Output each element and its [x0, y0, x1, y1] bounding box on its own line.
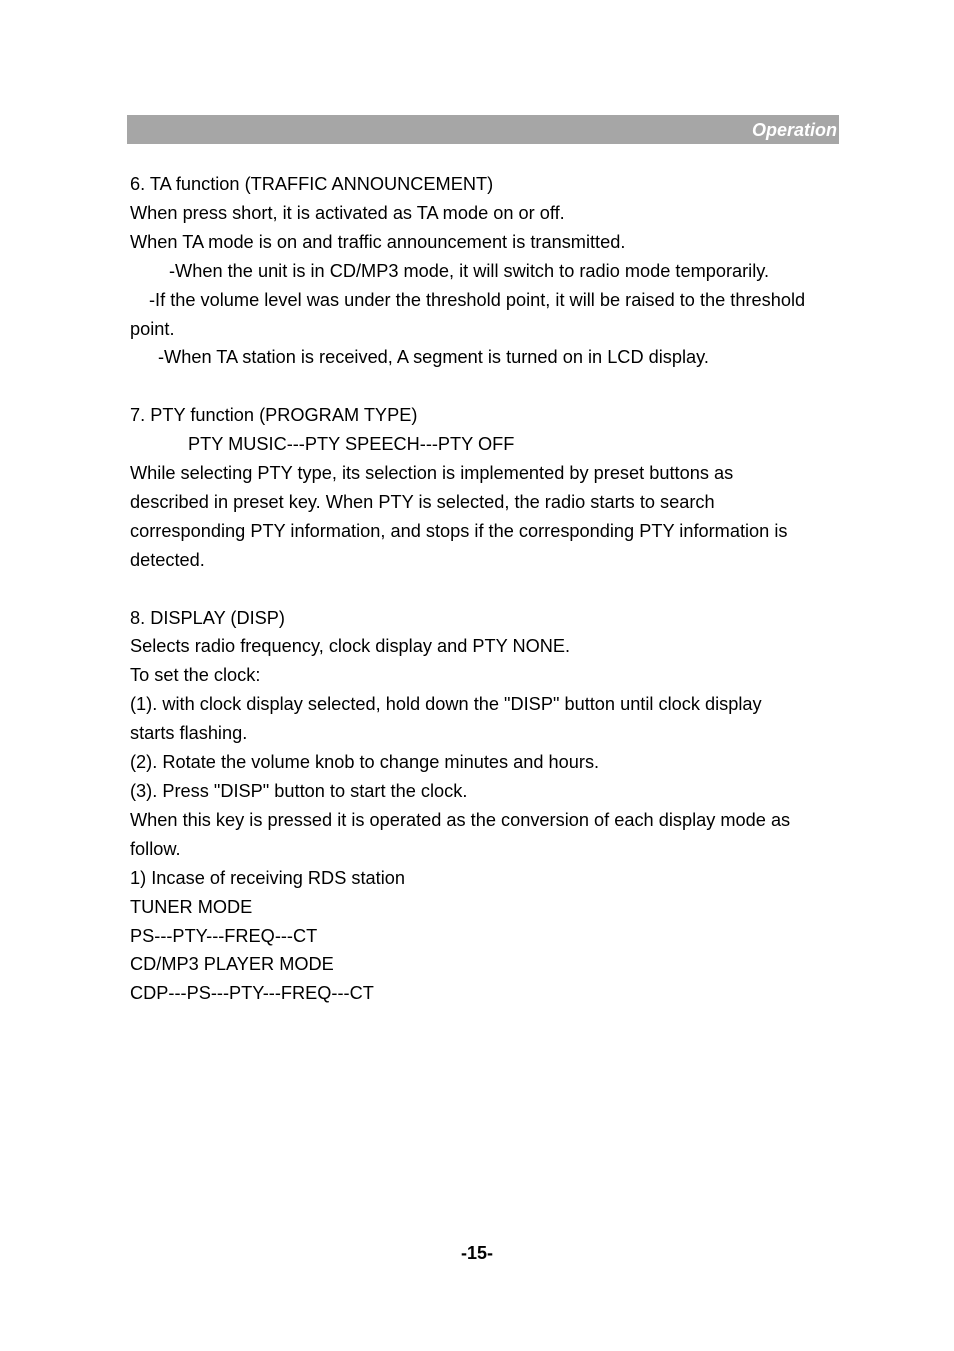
display-section: [130, 604, 842, 1009]
page-number: -15-: [460, 1243, 493, 1263]
pty-paragraph-line: detected.: [130, 549, 205, 570]
cd-mode-sequence: CDP---PS---PTY---FREQ---CT: [130, 983, 374, 1004]
ta-heading: 6. TA function (TRAFFIC ANNOUNCEMENT): [130, 174, 494, 194]
pty-paragraph-line: While selecting PTY type, its selection is implemented by preset buttons as: [130, 463, 734, 484]
pty-function-section: [130, 401, 842, 574]
tuner-mode-label: TUNER MODE: [130, 896, 253, 917]
ta-bullet-continued: point.: [130, 318, 175, 339]
disp-heading: 8. DISPLAY (DISP): [130, 607, 285, 628]
ta-line: When press short, it is activated as TA mode on or off.: [130, 202, 565, 223]
page-content: [130, 170, 842, 1008]
ta-bullet: -When the unit is in CD/MP3 mode, it will switch to radio mode temporarily.: [169, 260, 770, 281]
section-title: Operation: [751, 120, 837, 140]
disp-line: Selects radio frequency, clock display and PTY NONE.: [130, 636, 571, 657]
clock-step: (3). Press "DISP" button to start the clock.: [130, 781, 468, 801]
clock-step: (1). with clock display selected, hold down the "DISP" button until clock display: [130, 694, 762, 715]
clock-step: (2). Rotate the volume knob to change minutes and hours.: [130, 752, 600, 773]
pty-heading: 7. PTY function (PROGRAM TYPE): [130, 405, 418, 426]
rds-case: 1) Incase of receiving RDS station: [130, 867, 405, 888]
pty-paragraph-line: described in preset key. When PTY is selected, the radio starts to search: [130, 491, 715, 512]
pty-paragraph-line: corresponding PTY information, and stops if the corresponding PTY information is: [130, 520, 788, 541]
disp-line: To set the clock:: [130, 665, 261, 686]
cd-mode-label: CD/MP3 PLAYER MODE: [130, 954, 334, 975]
disp-paragraph-line: When this key is pressed it is operated as the conversion of each display mode as: [130, 809, 791, 830]
clock-step-continued: starts flashing.: [130, 723, 248, 744]
tuner-mode-sequence: PS---PTY---FREQ---CT: [130, 925, 318, 946]
section-spacer: [130, 372, 842, 401]
ta-line: When TA mode is on and traffic announcement is transmitted.: [130, 231, 626, 252]
ta-function-section: [130, 170, 842, 372]
section-spacer: [130, 575, 842, 604]
ta-bullet: -If the volume level was under the threshold point, it will be raised to the threshold: [149, 289, 806, 310]
ta-bullet: -When TA station is received, A segment is turned on in LCD display.: [158, 347, 709, 368]
pty-sequence: PTY MUSIC---PTY SPEECH---PTY OFF: [188, 434, 515, 455]
section-header-bar: [127, 115, 839, 144]
disp-paragraph-line: follow.: [130, 838, 181, 859]
